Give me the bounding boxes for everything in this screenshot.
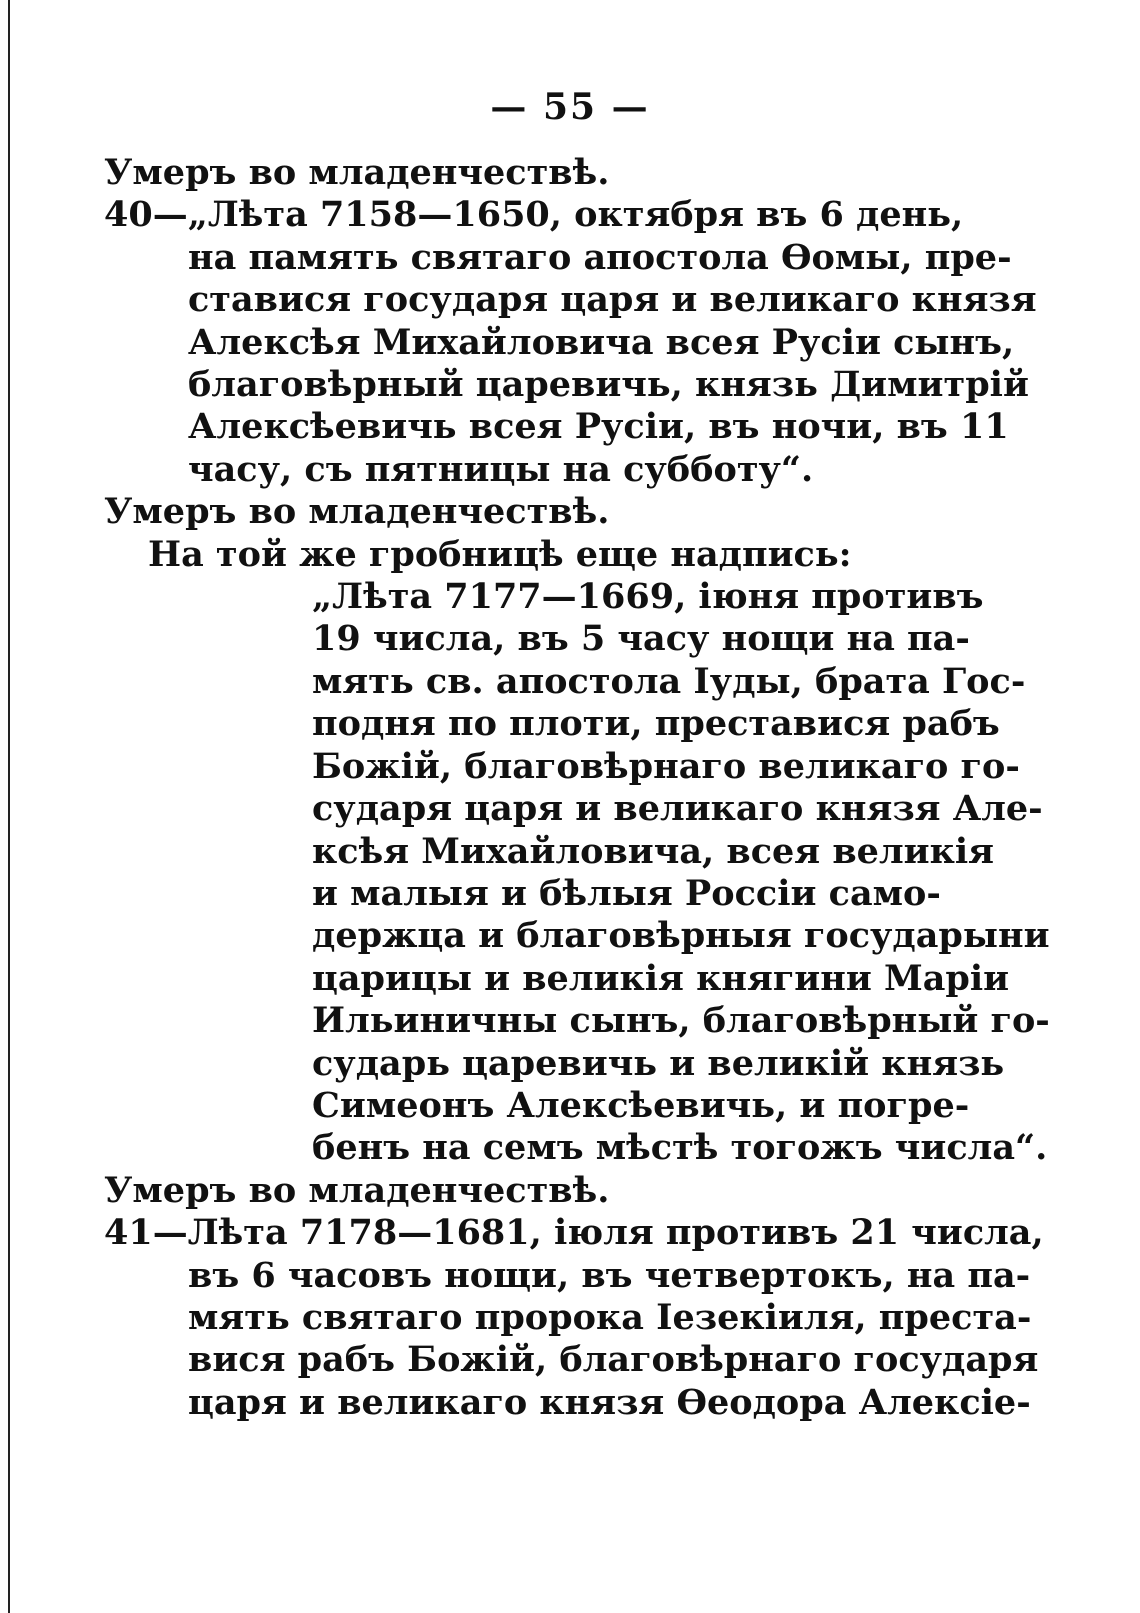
text-line: Алексѣевичь всея Русіи, въ ночи, въ 11 — [188, 406, 1009, 448]
text-line: „Лѣта 7177—1669, іюня противъ — [312, 576, 984, 618]
text-line: царицы и великія княгини Маріи — [312, 957, 1010, 999]
text-line: сударя царя и великаго князя Але- — [312, 788, 1043, 830]
text-line: 19 числа, въ 5 часу нощи на па- — [312, 618, 970, 660]
text-line: мять святаго пророка Іезекіиля, преста- — [188, 1296, 1032, 1338]
text-line: На той же гробницѣ еще надпись: — [148, 533, 852, 575]
page-number: — 55 — — [490, 86, 650, 128]
text-line: Умеръ во младенчествѣ. — [104, 491, 610, 533]
text-line: Божій, благовѣрнаго великаго го- — [312, 745, 1020, 787]
text-line: ксѣя Михайловича, всея великія — [312, 830, 995, 872]
text-line: мять св. апостола Іуды, брата Гос- — [312, 660, 1026, 702]
text-line: сударь царевичь и великій князь — [312, 1042, 1005, 1084]
text-line: Умеръ во младенчествѣ. — [104, 152, 610, 193]
text-line: царя и великаго князя Ѳеодора Алексіе- — [188, 1381, 1031, 1423]
text-line: Алексѣя Михайловича всея Русіи сынъ, — [188, 321, 1015, 363]
text-line: на память святаго апостола Ѳомы, пре- — [188, 236, 1012, 278]
text-line: 41—Лѣта 7178—1681, іюля противъ 21 числа, — [104, 1212, 1044, 1254]
text-line: бенъ на семъ мѣстѣ тогожъ числа“. — [312, 1127, 1048, 1169]
text-line: вися рабъ Божій, благовѣрнаго государя — [188, 1339, 1039, 1381]
text-line: подня по плоти, преставися рабъ — [312, 703, 1000, 745]
page-edge-line — [8, 0, 10, 1613]
body-text — [104, 152, 1050, 1424]
text-line: Умеръ во младенчествѣ. — [104, 1169, 610, 1211]
text-line: благовѣрный царевичь, князь Димитрій — [188, 364, 1029, 406]
text-line: Симеонъ Алексѣевичь, и погре- — [312, 1084, 970, 1126]
text-line: 40—„Лѣта 7158—1650, октября въ 6 день, — [104, 194, 964, 236]
text-line: часу, съ пятницы на субботу“. — [188, 448, 814, 490]
text-line: въ 6 часовъ нощи, въ четвертокъ, на па- — [188, 1254, 1031, 1296]
text-line: ставися государя царя и великаго князя — [188, 279, 1037, 321]
text-line: Ильиничны сынъ, благовѣрный го- — [312, 1000, 1050, 1042]
text-line: и малыя и бѣлыя Россіи само- — [312, 872, 941, 914]
text-line: держца и благовѣрныя государыни — [312, 915, 1050, 957]
